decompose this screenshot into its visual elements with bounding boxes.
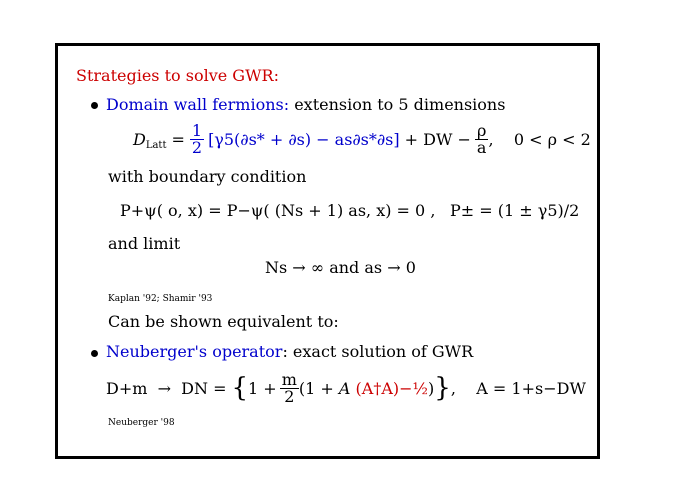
neuberger-line [106, 342, 473, 361]
neuberger-lhs: D+m → DN = [106, 378, 227, 398]
bullet-icon [91, 350, 98, 357]
dlatt-cond: , 0 < ρ < 2 [488, 129, 591, 149]
dwf-reference: Kaplan '92; Shamir '93 [108, 294, 213, 304]
dlatt-bracket: [γ5(∂s* + ∂s) − as∂s*∂s] [208, 129, 400, 149]
equivalence-text: Can be shown equivalent to: [108, 312, 339, 331]
dlatt-lhs: D [133, 129, 146, 149]
slide-title: Strategies to solve GWR: [76, 66, 279, 85]
boundary-equation: P+ψ( o, x) = P−ψ( (Ns + 1) as, x) = 0 , [120, 201, 436, 220]
boundary-label: with boundary condition [108, 167, 307, 186]
neuberger-inverse-sqrt: (A†A)−½ [355, 378, 429, 398]
projector-equation: P± = (1 ± γ5)/2 [450, 201, 580, 220]
limit-equation: Ns → ∞ and as → 0 [265, 258, 416, 277]
neuberger-desc: : exact solution of GWR [282, 342, 474, 361]
dlatt-sub: Latt [145, 139, 167, 151]
neuberger-a-def: , A = 1+s−DW [450, 378, 586, 398]
half-fraction: $\frac{1}{2}$ [191, 120, 203, 157]
dwf-name: Domain wall fermions: [106, 95, 290, 114]
rho-fraction: $\frac{\rho}{a}$ [476, 120, 487, 157]
m-fraction: $\frac{m}{2}$ [281, 369, 297, 406]
neuberger-name: Neuberger's operator [106, 342, 283, 361]
dwf-desc: extension to 5 dimensions [289, 95, 506, 114]
bullet-icon [91, 102, 98, 109]
slide-frame [55, 43, 600, 459]
neuberger-reference: Neuberger '98 [108, 418, 175, 428]
neuberger-equation: D+m → DN = { 1 + $\frac{m}{2}$ (1 + A (A†A)−½ ) } , A = 1+s−DW [106, 369, 586, 406]
dlatt-equation: D $_{Latt}$ = $\frac{1}{2}$ [γ5(∂s* + ∂s) − as∂s*∂s] + DW − $\frac{\rho}{a}$ , 0 < ρ < 2 [133, 120, 591, 157]
dlatt-rest: + DW − [404, 129, 471, 149]
limit-label: and limit [108, 234, 181, 253]
dwf-line [106, 95, 505, 114]
